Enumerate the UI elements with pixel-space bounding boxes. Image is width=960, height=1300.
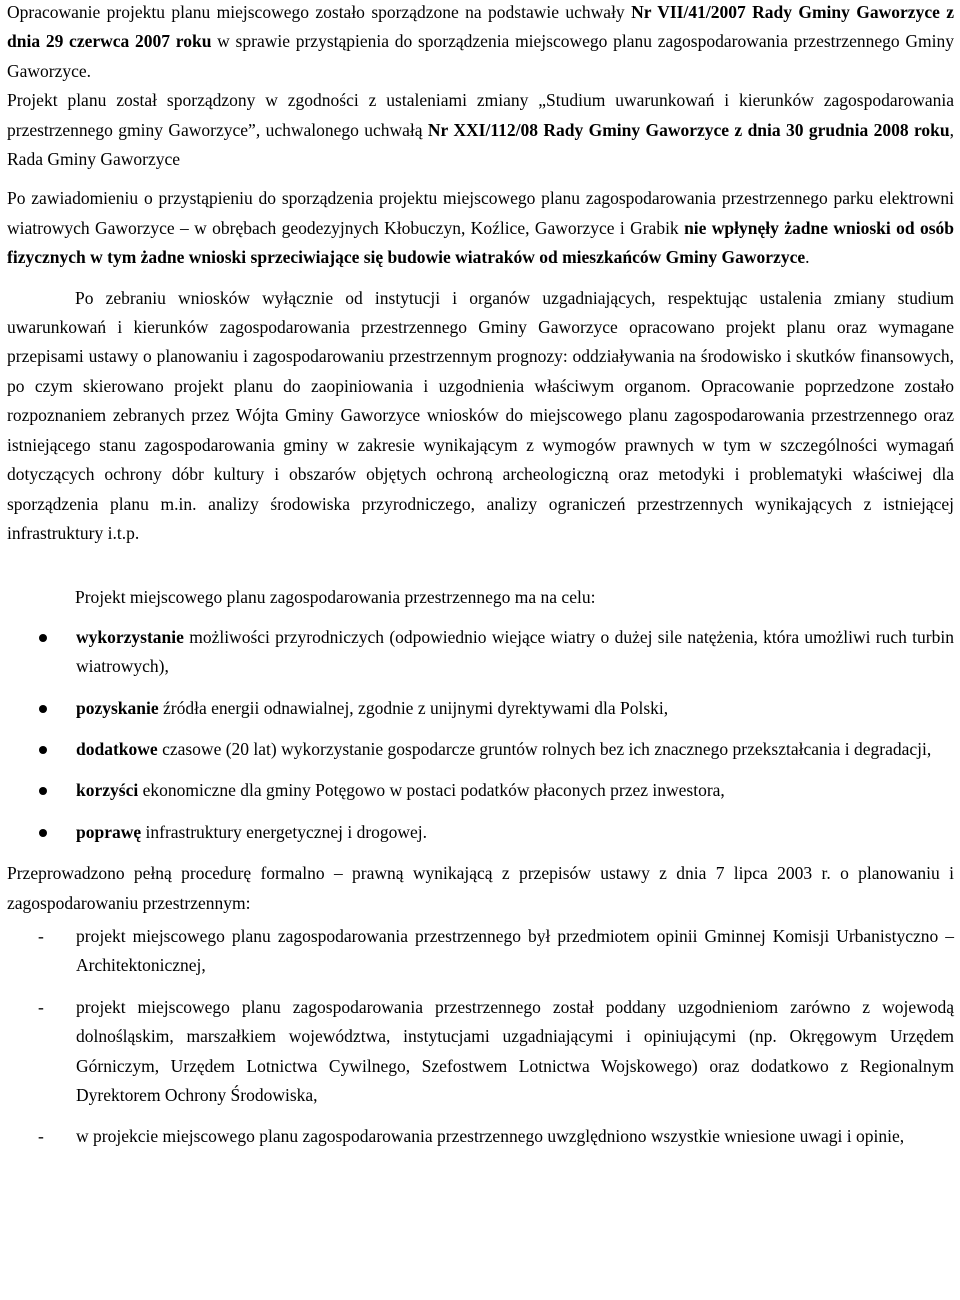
list-item xyxy=(7,776,954,805)
resolution-reference: Nr XXI/112/08 Rady Gminy Gaworzyce z dnia 30 grudnia 2008 roku xyxy=(427,119,950,140)
list-item xyxy=(7,1122,954,1151)
procedure-text: projekt miejscowego planu zagospodarowania przestrzennego został poddany uzgodnieniom zarówno z wojewodą dolnośląskim, marszałkiem województwa, instytucjami uzgadniającymi i opiniującymi (np. Okręgowym Urzędem Górniczym, Urzędem Lotnictwa Cywilnego, Szefostwem Lotnictwa Wojskowego) oraz dodatkowo z Regionalnym Dyrektorem Ochrony Środowiska, xyxy=(76,996,954,1105)
paragraph-text: w sprawie przystąpienia do sporządzenia miejscowego planu zagospodarowania przestrzennego Gminy Gaworzyce. xyxy=(7,31,954,81)
list-item xyxy=(7,818,954,847)
paragraph-resolution-2007 xyxy=(7,0,954,86)
list-item xyxy=(7,735,954,764)
document-page xyxy=(7,0,954,1164)
goal-text: czasowe (20 lat) wykorzystanie gospodarcze gruntów rolnych bez ich znacznego przekształcania i degradacji, xyxy=(157,738,932,759)
procedure-text: projekt miejscowego planu zagospodarowania przestrzennego był przedmiotem opinii Gminnej Komisji Urbanistyczno – Architektonicznej, xyxy=(76,925,954,976)
goals-intro: Projekt miejscowego planu zagospodarowania przestrzennego ma na celu: xyxy=(75,587,596,608)
no-applications-statement: nie wpłynęły żadne wnioski od osób fizycznych w tym żadne wnioski sprzeciwiające się budowie wiatraków od mieszkańców Gminy Gaworzyce xyxy=(7,217,954,268)
goal-keyword: poprawę xyxy=(76,821,142,842)
goal-text: infrastruktury energetycznej i drogowej. xyxy=(141,821,428,842)
paragraph-text: Opracowanie projektu planu miejscowego zostało sporządzone na podstawie uchwały xyxy=(7,2,632,22)
goals-list xyxy=(7,623,954,847)
goal-keyword: wykorzystanie xyxy=(76,626,184,647)
paragraph-text: Po zawiadomieniu o przystąpieniu do sporządzenia projektu miejscowego planu zagospodarowania przestrzennego parku elektrowni wiatrowych Gaworzyce – w obrębach geodezyjnych Kłobuczyn, Koźlice, Gaworzyce i Grabik xyxy=(7,188,954,238)
procedure-text: w projekcie miejscowego planu zagospodarowania przestrzennego uwzględniono wszystkie wniesione uwagi i opinie, xyxy=(76,1126,905,1147)
paragraph-study-compliance xyxy=(7,86,954,174)
list-item xyxy=(7,623,954,682)
goal-text: ekonomiczne dla gminy Potęgowo w postaci podatków płaconych przez inwestora, xyxy=(138,780,725,801)
paragraph-text: Projekt planu został sporządzony w zgodności z ustaleniami zmiany „Studium uwarunkowań i kierunków zagospodarowania przestrzennego gminy Gaworzyce”, uchwalonego uchwałą xyxy=(7,90,954,140)
goal-text: możliwości przyrodniczych (odpowiednio wiejące wiatry o dużej sile natężenia, która umożliwi ruch turbin wiatrowych), xyxy=(76,626,954,677)
goal-keyword: korzyści xyxy=(76,780,139,801)
goal-keyword: dodatkowe xyxy=(76,738,158,759)
list-item xyxy=(7,694,954,723)
goal-keyword: pozyskanie xyxy=(76,697,159,718)
goal-text: źródła energii odnawialnej, zgodnie z unijnymi dyrektywami dla Polski, xyxy=(158,697,669,718)
bullet-icon xyxy=(39,787,47,795)
paragraph-text: . xyxy=(805,247,810,268)
paragraph-no-applications xyxy=(7,184,954,272)
dash-marker: - xyxy=(38,1126,44,1147)
paragraph-plan-preparation: Po zebraniu wniosków wyłącznie od instytucji i organów uzgadniających, respektując ustalenia zmiany studium uwarunkowań i kierunków zagospodarowania przestrzennego Gminy Gaworzyce opracowano projekt planu oraz wymagane przepisami ustawy o planowaniu i zagospodarowaniu przestrzennym prognozy: oddziaływania na środowisko i skutków finansowych, po czym skierowano projekt planu do zaopiniowania i uzgodnienia właściwym organom. Opracowanie poprzedzone zostało rozpoznaniem zebranych przez Wójta Gminy Gaworzyce wniosków do miejscowego planu zagospodarowania przestrzennego oraz istniejącego stanu zagospodarowania gminy w zakresie wynikającym z wymogów prawnych w tym w szczególności wymagań dotyczących ochrony dóbr kultury i obszarów objętych ochroną archeologiczną oraz metodyki i problematyki właściwej dla sporządzenia planu m.in. analizy środowiska przyrodniczego, analizy ograniczeń przestrzennych wynikających z istniejącej infrastruktury i.t.p. xyxy=(7,287,954,543)
resolution-reference: Nr VII/41/2007 Rady Gminy Gaworzyce z dnia 29 czerwca 2007 roku xyxy=(7,2,955,52)
procedure-intro: Przeprowadzono pełną procedurę formalno – prawną wynikającą z przepisów ustawy z dnia 7 lipca 2003 r. o planowaniu i zagospodarowaniu przestrzennym: xyxy=(7,863,954,913)
dash-marker: - xyxy=(38,996,44,1017)
dash-marker: - xyxy=(38,925,44,946)
paragraph-text: , Rada Gminy Gaworzyce xyxy=(7,119,955,170)
bullet-icon xyxy=(39,829,47,837)
bullet-icon xyxy=(39,746,47,754)
list-item xyxy=(7,993,954,1111)
procedure-list xyxy=(7,922,954,1152)
bullet-icon xyxy=(39,705,47,713)
bullet-icon xyxy=(39,634,47,642)
list-item xyxy=(7,922,954,981)
